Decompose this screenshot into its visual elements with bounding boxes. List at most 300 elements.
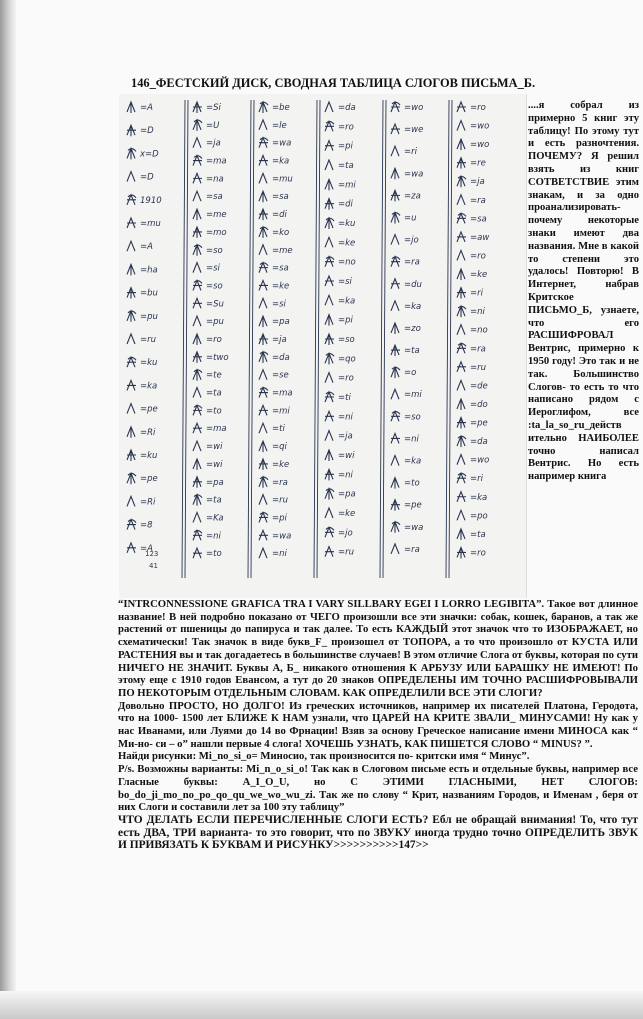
- syllable-glyph-icon: [391, 544, 399, 554]
- syllable-glyph-icon: [127, 288, 136, 299]
- syllable-label: =da: [272, 352, 290, 363]
- syllable-label: =ra: [272, 477, 288, 488]
- syllable-label: =za: [404, 191, 421, 202]
- syllable-glyph-icon: [127, 264, 135, 275]
- syllable-label: =u: [404, 213, 417, 224]
- syllable-label: =ni: [338, 412, 353, 423]
- syllable-label: =ko: [272, 227, 290, 238]
- syllable-label: =mu: [140, 219, 161, 229]
- syllable-label: =qo: [338, 354, 356, 365]
- syllable-label: =wa: [272, 138, 292, 149]
- syllable-label: =ka: [140, 381, 158, 392]
- syllable-label: =to: [206, 549, 222, 560]
- syllable-label: =ke: [272, 281, 290, 292]
- syllable-glyph-icon: [193, 352, 202, 363]
- syllable-label: =D: [140, 172, 154, 183]
- syllable-label: =so: [206, 245, 223, 256]
- syllable-label: =ta: [338, 161, 354, 171]
- syllable-label: =we: [404, 125, 424, 136]
- syllable-label: =le: [272, 120, 287, 131]
- syllable-glyph-icon: [193, 388, 201, 398]
- syllable-label: =o: [404, 368, 417, 379]
- table-column-separator: [317, 100, 320, 578]
- syllable-glyph-icon: [325, 334, 334, 345]
- syllable-glyph-icon: [259, 156, 268, 166]
- syllable-label: =no: [470, 325, 488, 336]
- syllable-glyph-icon: [457, 176, 466, 187]
- syllable-label: =A: [140, 543, 153, 554]
- syllable-glyph-icon: [457, 362, 466, 372]
- syllable-label: =si: [338, 277, 352, 287]
- syllable-glyph-icon: [457, 399, 465, 410]
- page-title: 146_ФЕСТСКИЙ ДИСК, СВОДНАЯ ТАБЛИЦА СЛОГОВ ПИСЬМА_Б.: [131, 76, 536, 90]
- syllable-glyph-icon: [457, 529, 465, 540]
- syllable-glyph-icon: [391, 411, 400, 421]
- paragraph-ps-variants: P/s. Возможны варианты: Mi_n_o_si_o! Так как в Слоговом письме есть и отдельные буквы, например все Гласные буквы: A_I_O_U, но С ЭТИМИ ГЛАСНЫМИ, НЕТ СЛОГОВ: bo_do_ji_mo_no_po_qo_qu_we_wo_wu_zi. Так же по слову “ Крит, названиям Городов, и Именам , беря от них Слоги и составили лет за 100 эту таблицу”: [118, 763, 638, 814]
- syllable-glyph-icon: [127, 148, 136, 159]
- table-column-separator: [449, 100, 452, 578]
- syllable-label: =ke: [470, 270, 488, 281]
- syllable-label: =zo: [404, 323, 421, 334]
- syllable-glyph-icon: [193, 459, 201, 470]
- syllable-label: =so: [338, 335, 355, 345]
- syllable-glyph-icon: [259, 459, 268, 470]
- syllable-label: =mi: [338, 180, 356, 191]
- table-column-separator: [185, 100, 188, 578]
- syllable-glyph-icon: [325, 353, 334, 364]
- syllable-label: =ru: [272, 495, 289, 506]
- syllable-label: =re: [470, 158, 486, 169]
- syllable-label: =pi: [338, 315, 353, 326]
- syllable-glyph-icon: [325, 411, 334, 421]
- syllable-label: =wo: [404, 103, 424, 113]
- syllable-glyph-icon: [391, 257, 400, 267]
- syllable-glyph-icon: [193, 334, 201, 345]
- syllable-label: =ni: [206, 531, 221, 542]
- syllable-glyph-icon: [193, 548, 202, 558]
- syllable-glyph-icon: [127, 334, 135, 344]
- syllable-label: =ja: [470, 177, 485, 188]
- syllable-glyph-icon: [127, 520, 136, 530]
- syllable-glyph-icon: [391, 190, 400, 201]
- syllable-glyph-icon: [193, 209, 201, 220]
- table-column-separator: [182, 100, 185, 578]
- syllable-glyph-icon: [127, 172, 135, 182]
- syllable-glyph-icon: [391, 102, 400, 112]
- syllable-glyph-icon: [325, 257, 334, 267]
- syllable-label: =sa: [272, 263, 289, 274]
- syllable-label: =pu: [140, 311, 158, 322]
- syllable-label: =di: [272, 210, 287, 221]
- syllable-label: =two: [206, 352, 229, 363]
- syllable-glyph-icon: [127, 450, 136, 461]
- syllable-glyph-icon: [391, 433, 400, 443]
- syllable-label: =da: [338, 103, 356, 113]
- syllable-glyph-icon: [325, 392, 334, 402]
- syllable-glyph-icon: [325, 373, 333, 383]
- syllable-label: =na: [206, 174, 224, 185]
- syllable-label: =ja: [272, 335, 287, 345]
- syllable-glyph-icon: [193, 120, 202, 131]
- syllable-label: =ni: [404, 434, 419, 445]
- syllable-glyph-icon: [193, 263, 201, 273]
- syllable-glyph-icon: [259, 298, 267, 308]
- page-edge-shadow: [0, 0, 16, 1019]
- syllable-glyph-icon: [127, 218, 136, 228]
- syllable-label: =ri: [404, 147, 417, 158]
- syllable-label: =pa: [206, 477, 224, 488]
- syllable-glyph-icon: [457, 288, 466, 299]
- syllable-glyph-icon: [325, 276, 334, 286]
- syllable-glyph-icon: [457, 213, 466, 223]
- syllable-label: =ku: [140, 451, 158, 461]
- syllable-label: =ku: [338, 219, 356, 229]
- syllable-label: =ha: [140, 265, 158, 276]
- syllable-glyph-icon: [391, 279, 400, 289]
- table-column-separator: [248, 100, 251, 578]
- syllable-glyph-icon: [325, 489, 334, 500]
- syllable-label: =wo: [470, 121, 490, 132]
- syllable-label: =A: [140, 103, 153, 113]
- syllable-label: =wo: [470, 140, 490, 151]
- syllable-label: =ka: [470, 492, 488, 503]
- paragraph-find-pictures: Найди рисунки: Mi_no_si_o= Миносио, так произносится по- критски имя “ Минус”.: [118, 750, 530, 763]
- syllable-glyph-icon: [391, 168, 399, 179]
- syllable-label: =ke: [338, 509, 356, 519]
- syllable-glyph-icon: [457, 436, 466, 447]
- syllable-label: =mi: [404, 390, 422, 401]
- syllable-label: =ra: [404, 544, 420, 555]
- syllable-glyph-icon: [193, 370, 202, 381]
- syllable-label: =wa: [404, 522, 424, 533]
- syllable-glyph-icon: [457, 250, 465, 260]
- syllable-glyph-icon: [259, 512, 268, 522]
- syllable-label: =do: [470, 399, 488, 410]
- syllable-glyph-icon: [193, 280, 202, 290]
- syllable-label: =de: [470, 381, 488, 392]
- syllable-glyph-icon: [391, 124, 400, 134]
- syllable-label: =ja: [338, 431, 353, 442]
- syllable-glyph-icon: [193, 102, 202, 113]
- syllable-label: =sa: [206, 192, 223, 203]
- syllable-label: =sa: [272, 192, 289, 203]
- syllable-glyph-icon: [127, 102, 135, 113]
- syllable-glyph-icon: [193, 191, 201, 201]
- syllable-label: =ro: [338, 373, 354, 384]
- syllable-label: =pa: [272, 317, 290, 328]
- syllable-label: =ra: [470, 344, 486, 355]
- syllable-label: =ku: [140, 358, 158, 369]
- syllable-glyph-icon: [127, 195, 136, 205]
- syllable-glyph-icon: [259, 530, 268, 540]
- syllable-glyph-icon: [325, 218, 334, 229]
- syllable-glyph-icon: [259, 209, 268, 220]
- syllable-glyph-icon: [127, 404, 135, 414]
- syllable-glyph-icon: [259, 423, 267, 433]
- table-column-separator: [251, 100, 254, 578]
- syllable-label: =te: [206, 370, 222, 381]
- syllable-label: =ma: [206, 156, 227, 167]
- syllable-label: =qi: [272, 442, 287, 453]
- syllable-glyph-icon: [259, 280, 268, 290]
- syllable-label: =du: [404, 279, 422, 290]
- syllable-label: =ta: [470, 529, 486, 540]
- syllable-glyph-icon: [325, 469, 334, 480]
- syllable-glyph-icon: [391, 301, 399, 311]
- syllable-glyph-icon: [457, 158, 466, 169]
- syllable-label: =ke: [338, 238, 356, 249]
- syllable-glyph-icon: [259, 120, 267, 130]
- syllable-glyph-icon: [127, 125, 136, 136]
- syllable-glyph-icon: [457, 306, 466, 317]
- syllable-glyph-icon: [391, 456, 399, 466]
- syllable-glyph-icon: [391, 522, 400, 533]
- syllable-label: =ra: [470, 195, 486, 206]
- syllable-label: =pe: [470, 418, 488, 429]
- syllable-glyph-icon: [259, 352, 268, 363]
- syllable-label: =po: [470, 511, 488, 522]
- syllable-label: =ro: [338, 122, 354, 133]
- syllable-label: =ta: [206, 388, 222, 399]
- syllable-glyph-icon: [457, 343, 466, 353]
- syllable-label: =to: [206, 406, 222, 417]
- syllable-label: =bu: [140, 288, 158, 299]
- syllabary-table-drawing: [119, 94, 526, 598]
- syllable-label: 1910: [140, 195, 162, 206]
- syllable-glyph-icon: [259, 495, 267, 505]
- paragraph-what-to-do: ЧТО ДЕЛАТЬ ЕСЛИ ПЕРЕЧИСЛЕННЫЕ СЛОГИ ЕСТЬ? Ебл не обращай внимания! То, что тут есть ДВА, ТРИ варианта- то это говорит, что по ЗВУКУ иногда трудно точно ОПРЕДЕЛИТЬ ЗВУК И ПРИВЯЗАТЬ К БУКВАМ И РИСУНКУ>>>>>>>>>>147>>: [118, 813, 638, 852]
- syllable-glyph-icon: [259, 548, 267, 558]
- syllable-glyph-icon: [193, 298, 202, 308]
- syllable-label: =wi: [206, 442, 223, 453]
- syllable-glyph-icon: [325, 160, 333, 170]
- syllable-glyph-icon: [325, 102, 333, 112]
- syllable-label: =aw: [470, 232, 490, 243]
- syllable-label: =ke: [272, 459, 290, 470]
- syllable-label: =ri: [470, 474, 483, 485]
- syllable-glyph-icon: [457, 380, 465, 390]
- syllable-glyph-icon: [457, 195, 465, 205]
- syllable-label: =U: [206, 120, 220, 131]
- syllable-label: =to: [404, 478, 420, 489]
- syllable-glyph-icon: [325, 450, 333, 461]
- syllable-glyph-icon: [127, 241, 135, 251]
- syllable-label: =D: [140, 126, 154, 137]
- syllable-label: =mu: [272, 174, 293, 185]
- syllable-label: =be: [272, 103, 290, 113]
- syllable-glyph-icon: [259, 102, 268, 113]
- syllable-glyph-icon: [325, 431, 333, 441]
- syllable-label: =ja: [206, 138, 221, 149]
- syllable-glyph-icon: [193, 495, 202, 506]
- scan-footer-mark: 41: [149, 562, 158, 570]
- syllable-glyph-icon: [391, 212, 400, 223]
- syllable-glyph-icon: [193, 227, 202, 238]
- syllable-label: =ka: [404, 301, 422, 312]
- main-text-block: [118, 598, 638, 928]
- syllable-label: =wo: [470, 455, 490, 466]
- syllable-glyph-icon: [127, 427, 135, 438]
- syllable-glyph-icon: [391, 389, 399, 399]
- syllable-label: =ro: [470, 251, 486, 262]
- syllable-glyph-icon: [259, 370, 267, 380]
- syllable-label: =ka: [272, 156, 290, 167]
- syllable-glyph-icon: [391, 367, 400, 378]
- syllable-glyph-icon: [457, 473, 466, 483]
- syllable-label: =so: [206, 281, 223, 292]
- syllable-glyph-icon: [457, 325, 465, 335]
- syllable-label: =pe: [140, 474, 158, 485]
- syllable-label: =pi: [272, 513, 287, 524]
- syllable-glyph-icon: [325, 141, 334, 151]
- syllable-label: =ta: [404, 346, 420, 357]
- syllable-label: =A: [140, 242, 153, 253]
- syllable-glyph-icon: [325, 179, 333, 190]
- syllable-glyph-icon: [259, 388, 268, 398]
- syllable-label: =8: [140, 520, 153, 531]
- syllable-glyph-icon: [457, 510, 465, 520]
- syllable-label: =se: [272, 370, 289, 381]
- syllable-glyph-icon: [391, 345, 400, 356]
- syllable-label: =si: [272, 299, 286, 310]
- sidebar-note: ....я собрал из примерно 5 книг эту таблицу! По этому тут и есть разночтения. ПОЧЕМУ? Я решил взять из книг СОТВЕТСТВИЕ этим знакам, и за одно проанализировать-почему некоторые знаки имеют два названия. Мне в какой то степени это удалось! Повторю! В Интернет, набрав Критское ПИСЬМО_Б, узнаете, что его РАСШИФРОВАЛ Вентрис, примерно к 1950 году! Это так и не так. Большинство Слогов- то есть то что написано рядом с Иероглифом, все :ta_la_so_ru_действ ительно НАИБОЛЕЕ точно написал Вентрис. Но есть например книга: [528, 100, 639, 483]
- syllable-label: =so: [404, 412, 421, 423]
- syllable-label: =jo: [404, 235, 419, 246]
- syllable-glyph-icon: [325, 547, 334, 557]
- syllable-label: =Si: [206, 103, 221, 113]
- syllable-glyph-icon: [259, 477, 268, 488]
- syllable-label: =ta: [206, 495, 222, 506]
- syllable-glyph-icon: [391, 478, 399, 489]
- table-column-separator: [380, 100, 383, 578]
- syllable-label: =pi: [338, 141, 353, 152]
- syllable-label: =ma: [272, 388, 293, 399]
- syllable-label: =Ri: [140, 427, 156, 438]
- syllabary-table-image: [119, 94, 527, 598]
- syllable-label: =Ka: [206, 513, 224, 524]
- syllable-glyph-icon: [457, 492, 466, 502]
- syllable-label: =ka: [338, 296, 356, 307]
- syllable-glyph-icon: [259, 138, 268, 148]
- syllable-glyph-icon: [457, 232, 466, 242]
- table-column-separator: [383, 100, 386, 578]
- syllable-glyph-icon: [325, 508, 333, 518]
- paragraph-how-determined: Довольно ПРОСТО, НО ДОЛГО! Из греческих источников, например их писателей Платона, Геродота, что на 1000- 1500 лет БЛИЖЕ К НАМ узнали, что ЦАРЕЙ НА КРИТЕ ЗВАЛИ_ МИНУСАМИ! Ну как у нас Иванами, или Луями до 14 во Фрнации! Взяв за основу Греческое написание имени МИНОСА как “ Ми-но- си – о” нашли первые 4 слога! ХОЧЕШЬ УЗНАТЬ, КАК ПИШЕТСЯ СЛОВО “ MINUS? ”.: [118, 699, 638, 750]
- syllable-glyph-icon: [457, 418, 466, 429]
- syllable-glyph-icon: [325, 237, 333, 247]
- syllable-glyph-icon: [259, 191, 267, 202]
- syllable-label: =ma: [206, 424, 227, 435]
- syllable-glyph-icon: [127, 357, 136, 367]
- syllable-label: =me: [272, 245, 293, 256]
- syllable-label: =ro: [470, 103, 486, 113]
- syllable-glyph-icon: [127, 473, 136, 484]
- syllable-glyph-icon: [193, 423, 202, 433]
- syllable-glyph-icon: [457, 121, 465, 131]
- syllable-label: =ti: [272, 424, 285, 435]
- syllable-label: =ni: [470, 307, 485, 318]
- syllable-label: =ni: [272, 549, 287, 560]
- syllable-label: =no: [338, 257, 356, 268]
- syllable-glyph-icon: [391, 500, 400, 511]
- syllable-label: =mi: [272, 406, 290, 417]
- syllable-label: =pe: [140, 404, 158, 415]
- syllable-glyph-icon: [193, 138, 201, 148]
- syllable-label: =pe: [404, 500, 422, 511]
- syllable-glyph-icon: [457, 102, 466, 112]
- syllable-label: =ru: [140, 335, 157, 345]
- syllable-label: x=D: [140, 149, 159, 160]
- syllable-glyph-icon: [193, 530, 202, 540]
- syllable-label: =ri: [470, 288, 483, 299]
- syllable-glyph-icon: [193, 156, 202, 166]
- syllable-label: =ni: [338, 470, 353, 481]
- page-bottom-shadow: [0, 991, 643, 1019]
- syllable-glyph-icon: [457, 547, 466, 558]
- syllable-label: =da: [470, 437, 488, 448]
- syllable-label: =wi: [206, 459, 223, 470]
- syllable-glyph-icon: [193, 477, 202, 488]
- syllable-glyph-icon: [325, 295, 333, 305]
- syllable-glyph-icon: [259, 334, 268, 345]
- syllable-label: =di: [338, 199, 353, 210]
- scan-footer-mark: 123: [145, 550, 159, 558]
- syllable-label: =mo: [206, 227, 227, 238]
- syllable-glyph-icon: [259, 263, 268, 273]
- syllable-glyph-icon: [325, 527, 334, 537]
- syllable-label: =ra: [404, 257, 420, 268]
- syllable-label: =me: [206, 210, 227, 221]
- syllable-label: =pu: [206, 317, 224, 328]
- syllable-label: =wi: [338, 451, 355, 461]
- syllable-glyph-icon: [193, 245, 202, 256]
- syllable-label: =ro: [470, 548, 486, 559]
- syllable-glyph-icon: [259, 245, 267, 255]
- syllable-glyph-icon: [391, 323, 399, 334]
- syllable-glyph-icon: [193, 316, 201, 326]
- syllable-glyph-icon: [193, 512, 201, 522]
- syllable-label: =sa: [470, 214, 487, 225]
- syllable-label: =Su: [206, 299, 224, 310]
- syllable-glyph-icon: [391, 146, 399, 156]
- syllable-glyph-icon: [259, 173, 267, 183]
- syllable-glyph-icon: [325, 121, 334, 131]
- paragraph-title-quote: “INTRCONNESSIONE GRAFICA TRA I VARY SILLBARY EGEI I LORRO LEGIBITA”. Такое вот длинное название! В ней подробно показано от ЧЕГО произошли все эти значки: собак, кошек, баранов, а так же растений от пшеницы до папируса и так далее. То есть КАЖДЫЙ этот значок что то ИЗОБРАЖАЕТ, но схематически! Так значок в виде букв_F_ произошел от ТОПОРА, а то что произошло от КУСТА ИЛИ РАСТЕНИЯ вы и так догадаетесь в большинстве случаев! В этом отличие Слога от буквы, которая по сути НИЧЕГО НЕ ЗНАЧИТ. Буквы А, Б_ никакого отношения К АРБУЗУ ИЛИ БАРАШКУ НЕ ИМЕЮТ! По этому еще с 1910 годов Евансом, а тут до 20 знаков ОПРЕДЕЛЕНЫ ИМ ТОЧНО РАСШИФРОВЫВАЛИ ПО НЕКОТОРЫМ ОТДЕЛЬНЫМ СЛОВАМ. КАК ОПРЕДЕЛИЛИ ВСЕ ЭТИ СЛОГИ?: [118, 598, 638, 699]
- table-column-separator: [314, 100, 317, 578]
- syllable-label: =Ri: [140, 497, 156, 508]
- syllable-glyph-icon: [457, 139, 465, 150]
- syllable-label: =jo: [338, 528, 353, 539]
- syllable-label: =ka: [404, 456, 422, 467]
- syllable-label: =ru: [338, 547, 355, 558]
- syllable-glyph-icon: [193, 173, 202, 183]
- syllable-glyph-icon: [259, 316, 267, 327]
- syllable-glyph-icon: [193, 405, 202, 415]
- syllable-glyph-icon: [325, 199, 334, 210]
- syllable-label: =si: [206, 263, 220, 274]
- table-column-separator: [446, 100, 449, 578]
- syllable-glyph-icon: [259, 441, 267, 452]
- syllable-label: =ti: [338, 393, 351, 403]
- syllable-label: =pa: [338, 489, 356, 500]
- syllable-glyph-icon: [259, 227, 268, 238]
- syllable-label: =wa: [272, 531, 292, 542]
- syllable-label: =wa: [404, 169, 424, 180]
- syllable-glyph-icon: [127, 380, 136, 390]
- syllable-glyph-icon: [259, 405, 268, 415]
- syllable-glyph-icon: [127, 543, 136, 553]
- syllable-glyph-icon: [127, 311, 136, 322]
